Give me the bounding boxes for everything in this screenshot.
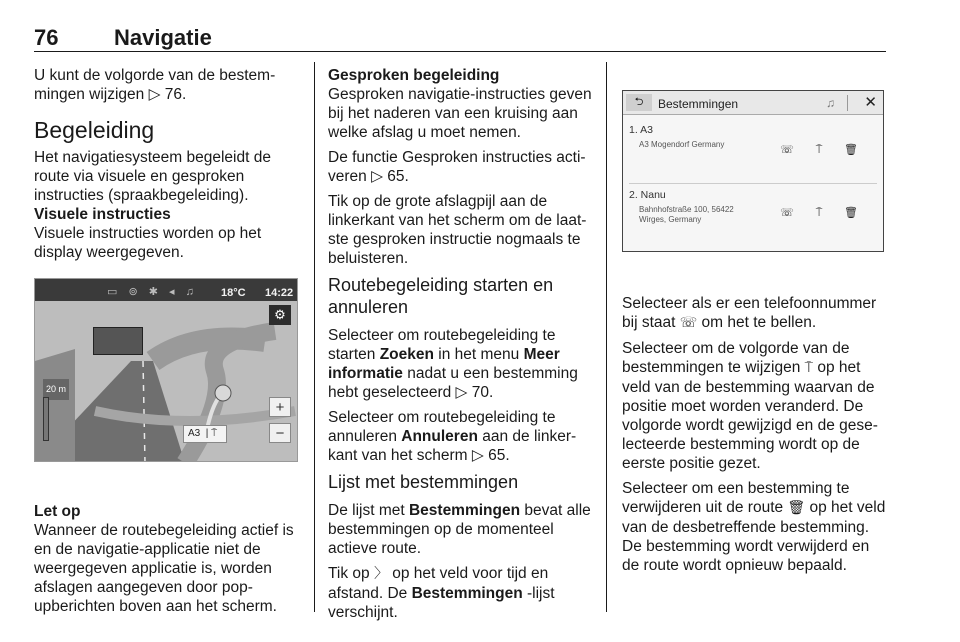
section-heading-begeleiding: Begeleiding	[34, 117, 155, 143]
header-separator	[847, 95, 848, 111]
delete-icon: 🗑	[787, 500, 806, 516]
phone-icon[interactable]: ☏	[780, 207, 794, 219]
destination-list-text: De lijst met Bestemmingen bevat alle bestemmingen op de momenteel actieve route.	[328, 502, 591, 557]
destination-name: 2. Nanu	[629, 189, 666, 201]
column-2	[328, 66, 596, 628]
spoken-text: Gesproken navigatie-instructies geven bij het naderen van een kruising aan welke afslag u moet nemen.	[328, 86, 592, 141]
zoom-in-icon: +	[275, 399, 285, 416]
audio-icon[interactable]: ♫	[826, 96, 835, 110]
destination-name: 1. A3	[629, 124, 653, 136]
intro-text: U kunt de volgorde van de bestemmingen wijzigen ▷ 76.	[34, 67, 276, 103]
move-up-icon: ⍑	[804, 360, 814, 376]
cancel-guidance-text: Selecteer om routebegeleiding te annuleren Annuleren aan de linkerkant van het scherm ▷ 65.	[328, 409, 577, 464]
delete-icon[interactable]: 🗑	[844, 144, 858, 156]
visual-text: Visuele instructies worden op het display weergegeven.	[34, 225, 262, 261]
section-heading-destination-list: Lijst met bestemmingen	[328, 472, 519, 492]
status-bar	[35, 279, 297, 301]
zoom-out-icon: −	[275, 425, 285, 442]
zoom-in-button[interactable]	[269, 397, 291, 417]
settings-icon: ⚙	[274, 307, 286, 322]
zoom-out-button[interactable]	[269, 423, 291, 443]
temperature: 18°C	[221, 287, 246, 299]
navigation-screen-figure	[34, 278, 298, 462]
list-item[interactable]	[629, 121, 877, 181]
section-heading-start-cancel: Routebegeleiding starten en annuleren	[328, 275, 554, 317]
column-1	[34, 66, 304, 616]
column-divider-1	[314, 62, 315, 612]
back-icon: ⮌	[634, 96, 644, 108]
column-divider-2	[606, 62, 607, 612]
status-icons: ▭ ⊚ ✱ ◂ ♫	[107, 286, 198, 298]
back-button[interactable]	[626, 94, 652, 111]
subheading-visual: Visuele instructies	[34, 206, 171, 223]
destination-actions	[771, 204, 871, 223]
delete-instruction-text: Selecteer om een bestemming te verwijderen uit de route 🗑 op het veld van de desbetreffende bestemming. De bestemming wordt verwijderd en de route wordt opnieuw bepaald.	[622, 480, 886, 574]
route-info-field[interactable]	[183, 425, 227, 443]
call-instruction-text: Selecteer als er een telefoonnummer bij staat ☏ om het te bellen.	[622, 295, 877, 331]
open-list-text: Tik op 〉 op het veld voor tijd en afstand. De Bestemmingen -lijst verschijnt.	[328, 565, 555, 621]
spoken-activate-text: De functie Gesproken instructies activeren ▷ 65.	[328, 149, 586, 185]
signpost-icon	[93, 327, 143, 355]
destination-address: A3 Mogendorf Germany	[639, 140, 725, 149]
page-header	[34, 22, 886, 52]
page-number: 76	[34, 25, 59, 50]
guidance-text: Het navigatiesysteem begeleidt de route via visuele en gesproken instructies (spraakbegeleiding).	[34, 149, 271, 204]
start-guidance-text: Selecteer om routebegeleiding te starten Zoeken in het menu Meer informatie nadat u een bestemming hebt geselecteerd ▷ 70.	[328, 327, 578, 401]
delete-icon[interactable]: 🗑	[844, 207, 858, 219]
move-up-icon[interactable]: ⍑	[815, 207, 823, 219]
repeat-instruction-text: Tik op de grote afslagpijl aan de linkerkant van het scherm om de laatste gesproken instructie nogmaals te beluisteren.	[328, 193, 587, 267]
note-title: Let op	[34, 503, 81, 520]
note-text: Wanneer de routebegeleiding actief is en de navigatie-applicatie niet de weergegeven applicatie is, worden afslagen aangegeven door pop-upberichten boven aan het scherm.	[34, 522, 294, 615]
subheading-spoken: Gesproken begeleiding	[328, 67, 500, 84]
destination-address: Bahnhofstraße 100, 56422 Wirges, Germany	[639, 205, 734, 224]
chapter-title: Navigatie	[114, 25, 212, 50]
chevron-right-icon: 〉	[373, 566, 388, 582]
map-view[interactable]	[35, 301, 297, 462]
destination-actions	[771, 141, 871, 160]
route-icon: | ⍑	[203, 428, 218, 439]
distance-bar	[43, 397, 49, 441]
close-icon[interactable]: ✕	[864, 94, 877, 111]
list-item[interactable]	[629, 183, 877, 243]
column-3	[622, 66, 888, 581]
route-label: A3	[188, 428, 201, 439]
settings-button[interactable]	[269, 305, 291, 325]
reorder-instruction-text: Selecteer om de volgorde van de bestemmingen te wijzigen ⍑ op het veld van de bestemming waarvan de positie moet worden veranderd. De volgorde wordt gewijzigd en de geselecteerde bestemming wordt op de eerste positie gezet.	[622, 340, 878, 472]
move-up-icon[interactable]: ⍑	[815, 144, 823, 156]
destinations-header	[623, 91, 883, 115]
phone-icon: ☏	[679, 315, 698, 331]
destinations-title: Bestemmingen	[658, 97, 739, 111]
clock: 14:22	[265, 287, 294, 299]
destinations-screen-figure	[622, 90, 884, 252]
phone-icon[interactable]: ☏	[780, 144, 794, 156]
map-roads	[35, 301, 298, 462]
distance-label: 20 m	[43, 379, 69, 400]
